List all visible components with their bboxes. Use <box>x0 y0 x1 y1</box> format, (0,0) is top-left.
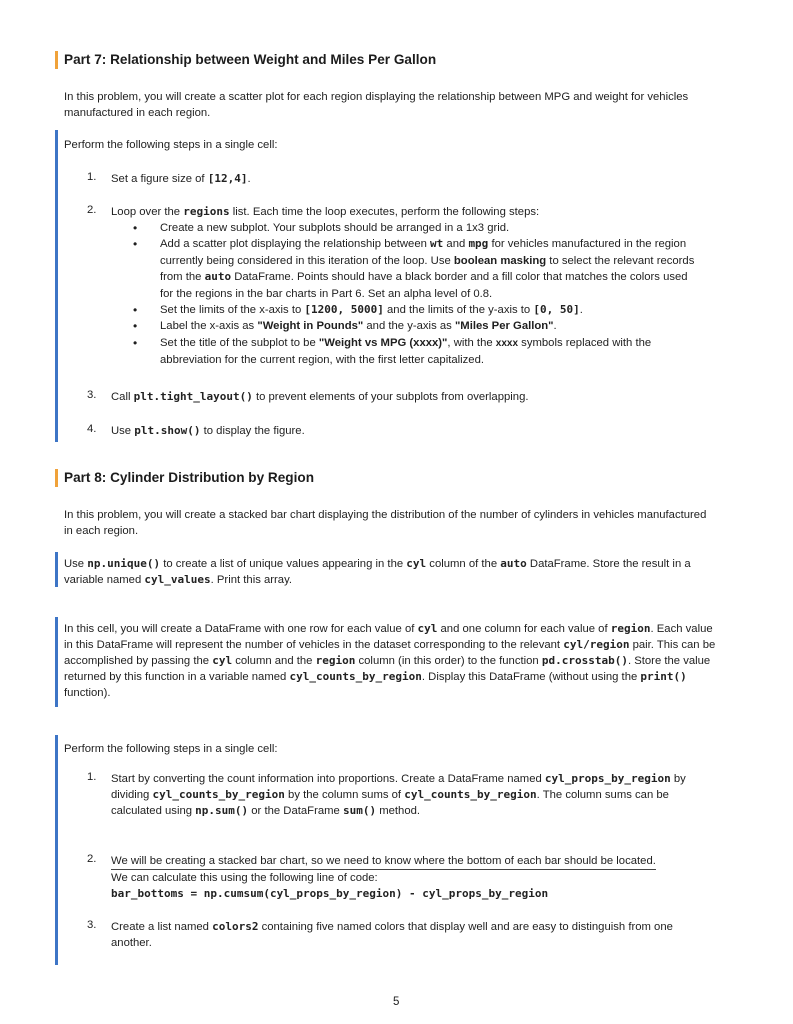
text: list. Each time the loop executes, perform the following steps: <box>229 206 540 218</box>
step-number: 2. <box>87 204 97 216</box>
bullet-5: • Set the title of the subplot to be "Weight vs MPG (xxxx)", with the xxxx symbols replaced with the abbreviation for the current region, with the first letter capitalized. <box>133 335 703 369</box>
part8-crosstab-accent <box>55 617 58 707</box>
part7-intro: In this problem, you will create a scatter plot for each region displaying the relationship between MPG and weight for vehicles manufactured in each region. <box>64 91 689 119</box>
step-number: 3. <box>87 919 97 931</box>
step-number: 1. <box>87 771 97 783</box>
part7-heading-accent <box>55 51 58 69</box>
part8-intro: In this problem, you will create a stacked bar chart displaying the distribution of the number of cylinders in vehicles manufactured in each region. <box>64 509 707 537</box>
part7-perform: Perform the following steps in a single cell: <box>64 139 278 151</box>
step-number: 4. <box>87 423 97 435</box>
step-number: 3. <box>87 389 97 401</box>
part8-heading-accent <box>55 469 58 487</box>
part8-heading: Part 8: Cylinder Distribution by Region <box>64 470 314 485</box>
part7-heading: Part 7: Relationship between Weight and Miles Per Gallon <box>64 52 437 67</box>
bullet-3: • Set the limits of the x-axis to [1200, 5000] and the limits of the y-axis to [0, 50]. <box>133 302 703 318</box>
part8-step-2 <box>87 853 727 902</box>
part7-step-1 <box>87 171 727 187</box>
part7-steps-accent <box>55 130 58 442</box>
part8-steps-accent <box>55 735 58 965</box>
part8-unique-text: Use np.unique() to create a list of unique values appearing in the cyl column of the auto DataFrame. Store the result in a variable named cyl_values. Print this array. <box>64 557 691 586</box>
text: Loop over the <box>111 206 184 218</box>
part7-step-2 <box>87 204 727 369</box>
bar-bottoms-code: bar_bottoms = np.cumsum(cyl_props_by_region) - cyl_props_by_region <box>111 887 549 900</box>
part7-bullets <box>133 220 703 369</box>
code: regions <box>183 205 230 218</box>
code: [12,4] <box>207 172 248 185</box>
bullet-1: • Create a new subplot. Your subplots should be arranged in a 1x3 grid. <box>133 220 703 236</box>
part8-step-3: 3. Create a list named colors2 containing five named colors that display well and are easy to distinguish from one another. <box>87 919 673 949</box>
step-number: 1. <box>87 171 97 183</box>
text: Set a figure size of <box>111 173 208 185</box>
part7-step-3: 3. Call plt.tight_layout() to prevent elements of your subplots from overlapping. <box>87 389 529 403</box>
part8-crosstab-text: In this cell, you will create a DataFrame with one row for each value of cyl and one column for each value of region. Each value in this DataFrame will represent the number of vehicles in the dataset corresponding to the relevant cyl/region pair. This can be accomplished by passing the cyl column and the region column (in this order) to the function pd.crosstab(). Store the value returned by this function in a variable named cyl_counts_by_region. Display this DataFrame (without using the print() function). <box>64 622 716 699</box>
text: . <box>247 173 251 185</box>
step-2-line-1: We will be creating a stacked bar chart, so we need to know where the bottom of each bar should be located. <box>111 853 656 870</box>
step-number: 2. <box>87 853 97 865</box>
part8-perform: Perform the following steps in a single cell: <box>64 743 278 755</box>
page-number: 5 <box>393 996 400 1008</box>
part8-unique-accent <box>55 552 58 587</box>
part8-step-1: 1. Start by converting the count information into proportions. Create a DataFrame named cyl_props_by_region by dividing cyl_counts_by_region by the column sums of cyl_counts_by_region. The column sums can be calculated using np.sum() or the DataFrame sum() method. <box>87 771 686 817</box>
part7-step-4: 4. Use plt.show() to display the figure. <box>87 423 305 437</box>
bullet-4: • Label the x-axis as "Weight in Pounds" and the y-axis as "Miles Per Gallon". <box>133 318 703 334</box>
bullet-2: • Add a scatter plot displaying the relationship between wt and mpg for vehicles manufactured in the region currently being considered in this iteration of the loop. Use boolean masking to select the relevant records from the auto DataFrame. Points should have a black border and a fill color that matches the colors used for the regions in the bar charts in Part 6. Set an alpha level of 0.8. <box>133 236 703 302</box>
step-2-line-2: We can calculate this using the following line of code: <box>111 872 378 884</box>
